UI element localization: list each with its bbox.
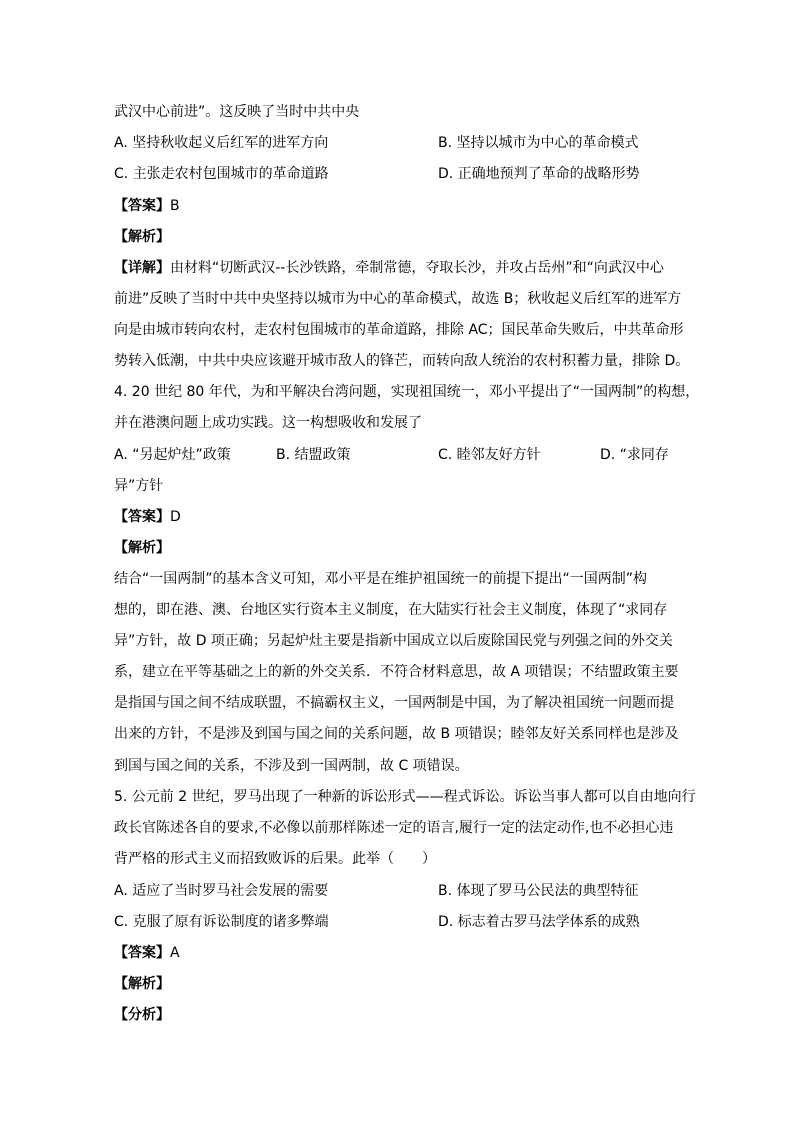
q3-detail-line-3: 向是由城市转向农村，走农村包围城市的革命道路，排除 AC；国民革命失败后，中共革命形 bbox=[114, 322, 684, 338]
q5-option-b: B. 体现了罗马公民法的典型特征 bbox=[438, 883, 639, 899]
q3-detail-line-1: 【详解】由材料“切断武汉--长沙铁路，牵制常德，夺取长沙，并攻占岳州”和“向武汉中心 bbox=[114, 260, 664, 276]
q4-analysis-line-4: 系，建立在平等基础之上的新的外交关系．不符合材料意思，故 A 项错误；不结盟政策主要 bbox=[114, 664, 679, 680]
q3-analysis-label: 【解析】 bbox=[114, 229, 170, 245]
q5-answer-line bbox=[114, 943, 180, 963]
q5-option-d: D. 标志着古罗马法学体系的成熟 bbox=[438, 914, 640, 930]
q4-stem-line-1: 4. 20 世纪 80 年代，为和平解决台湾问题，实现祖国统一，邓小平提出了“一国两制”的构想， bbox=[114, 384, 700, 400]
answer-value: D bbox=[170, 509, 181, 525]
answer-value: B bbox=[170, 198, 180, 214]
q3-answer-line bbox=[114, 196, 180, 216]
q3-option-b: B. 坚持以城市为中心的革命模式 bbox=[438, 135, 639, 151]
q3-option-c: C. 主张走农村包围城市的革命道路 bbox=[114, 166, 329, 182]
q3-detail-line-2: 前进”反映了当时中共中央坚持以城市为中心的革命模式，故选 B；秋收起义后红军的进军方 bbox=[114, 291, 682, 307]
q5-option-a: A. 适应了当时罗马社会发展的需要 bbox=[114, 883, 329, 899]
q5-stem-line-1: 5. 公元前 2 世纪，罗马出现了一种新的诉讼形式——程式诉讼。诉讼当事人都可以自由地向行 bbox=[114, 789, 696, 805]
detail-label: 【详解】 bbox=[114, 260, 170, 276]
answer-value: A bbox=[170, 945, 180, 961]
q5-option-c: C. 克服了原有诉讼制度的诸多弊端 bbox=[114, 914, 329, 930]
answer-label: 【答案】 bbox=[114, 509, 170, 525]
q5-analysis-sub-label: 【分析】 bbox=[114, 1007, 170, 1023]
q4-option-b: B. 结盟政策 bbox=[276, 447, 351, 463]
q3-option-d: D. 正确地预判了革命的战略形势 bbox=[438, 166, 640, 182]
answer-label: 【答案】 bbox=[114, 945, 170, 961]
q4-option-d: D. “求同存 bbox=[600, 447, 669, 463]
q5-stem-line-2: 政长官陈述各自的要求,不必像以前那样陈述一定的语言,履行一定的法定动作,也不必担心违 bbox=[114, 820, 674, 836]
q4-analysis-line-7: 到国与国之间的关系，不涉及到一国两制，故 C 项错误。 bbox=[114, 758, 469, 774]
q3-stem-tail: 武汉中心前进”。这反映了当时中共中央 bbox=[114, 104, 360, 120]
q5-stem-line-3: 背严格的形式主义而招致败诉的后果。此举（ ） bbox=[114, 851, 436, 867]
q4-analysis-line-5: 是指国与国之间不结成联盟，不搞霸权主义，一国两制是中国，为了解决祖国统一问题而提 bbox=[114, 695, 674, 711]
q4-stem-line-2: 并在港澳问题上成功实践。这一构想吸收和发展了 bbox=[114, 415, 422, 431]
q4-answer-line bbox=[114, 507, 181, 527]
q3-option-a: A. 坚持秋收起义后红军的进军方向 bbox=[114, 135, 329, 151]
q4-analysis-line-1: 结合“一国两制”的基本含义可知，邓小平是在维护祖国统一的前提下提出“一国两制”构 bbox=[114, 571, 648, 587]
q5-analysis-label: 【解析】 bbox=[114, 976, 170, 992]
answer-label: 【答案】 bbox=[114, 198, 170, 214]
q4-option-c: C. 睦邻友好方针 bbox=[438, 447, 541, 463]
q4-option-d-cont: 异”方针 bbox=[114, 478, 164, 494]
q3-detail-line-4: 势转入低潮，中共中央应该避开城市敌人的锋芒，而转向敌人统治的农村积蓄力量，排除 D。 bbox=[114, 353, 690, 369]
q4-option-a: A. “另起炉灶”政策 bbox=[114, 447, 231, 463]
q4-analysis-line-6: 出来的方针，不是涉及到国与国之间的关系问题，故 B 项错误；睦邻友好关系同样也是涉及 bbox=[114, 726, 679, 742]
q4-analysis-line-2: 想的，即在港、澳、台地区实行资本主义制度，在大陆实行社会主义制度，体现了“求同存 bbox=[114, 602, 668, 618]
q4-analysis-line-3: 异”方针，故 D 项正确；另起炉灶主要是指新中国成立以后废除国民党与列强之间的外交关 bbox=[114, 633, 673, 649]
q4-analysis-label: 【解析】 bbox=[114, 540, 170, 556]
